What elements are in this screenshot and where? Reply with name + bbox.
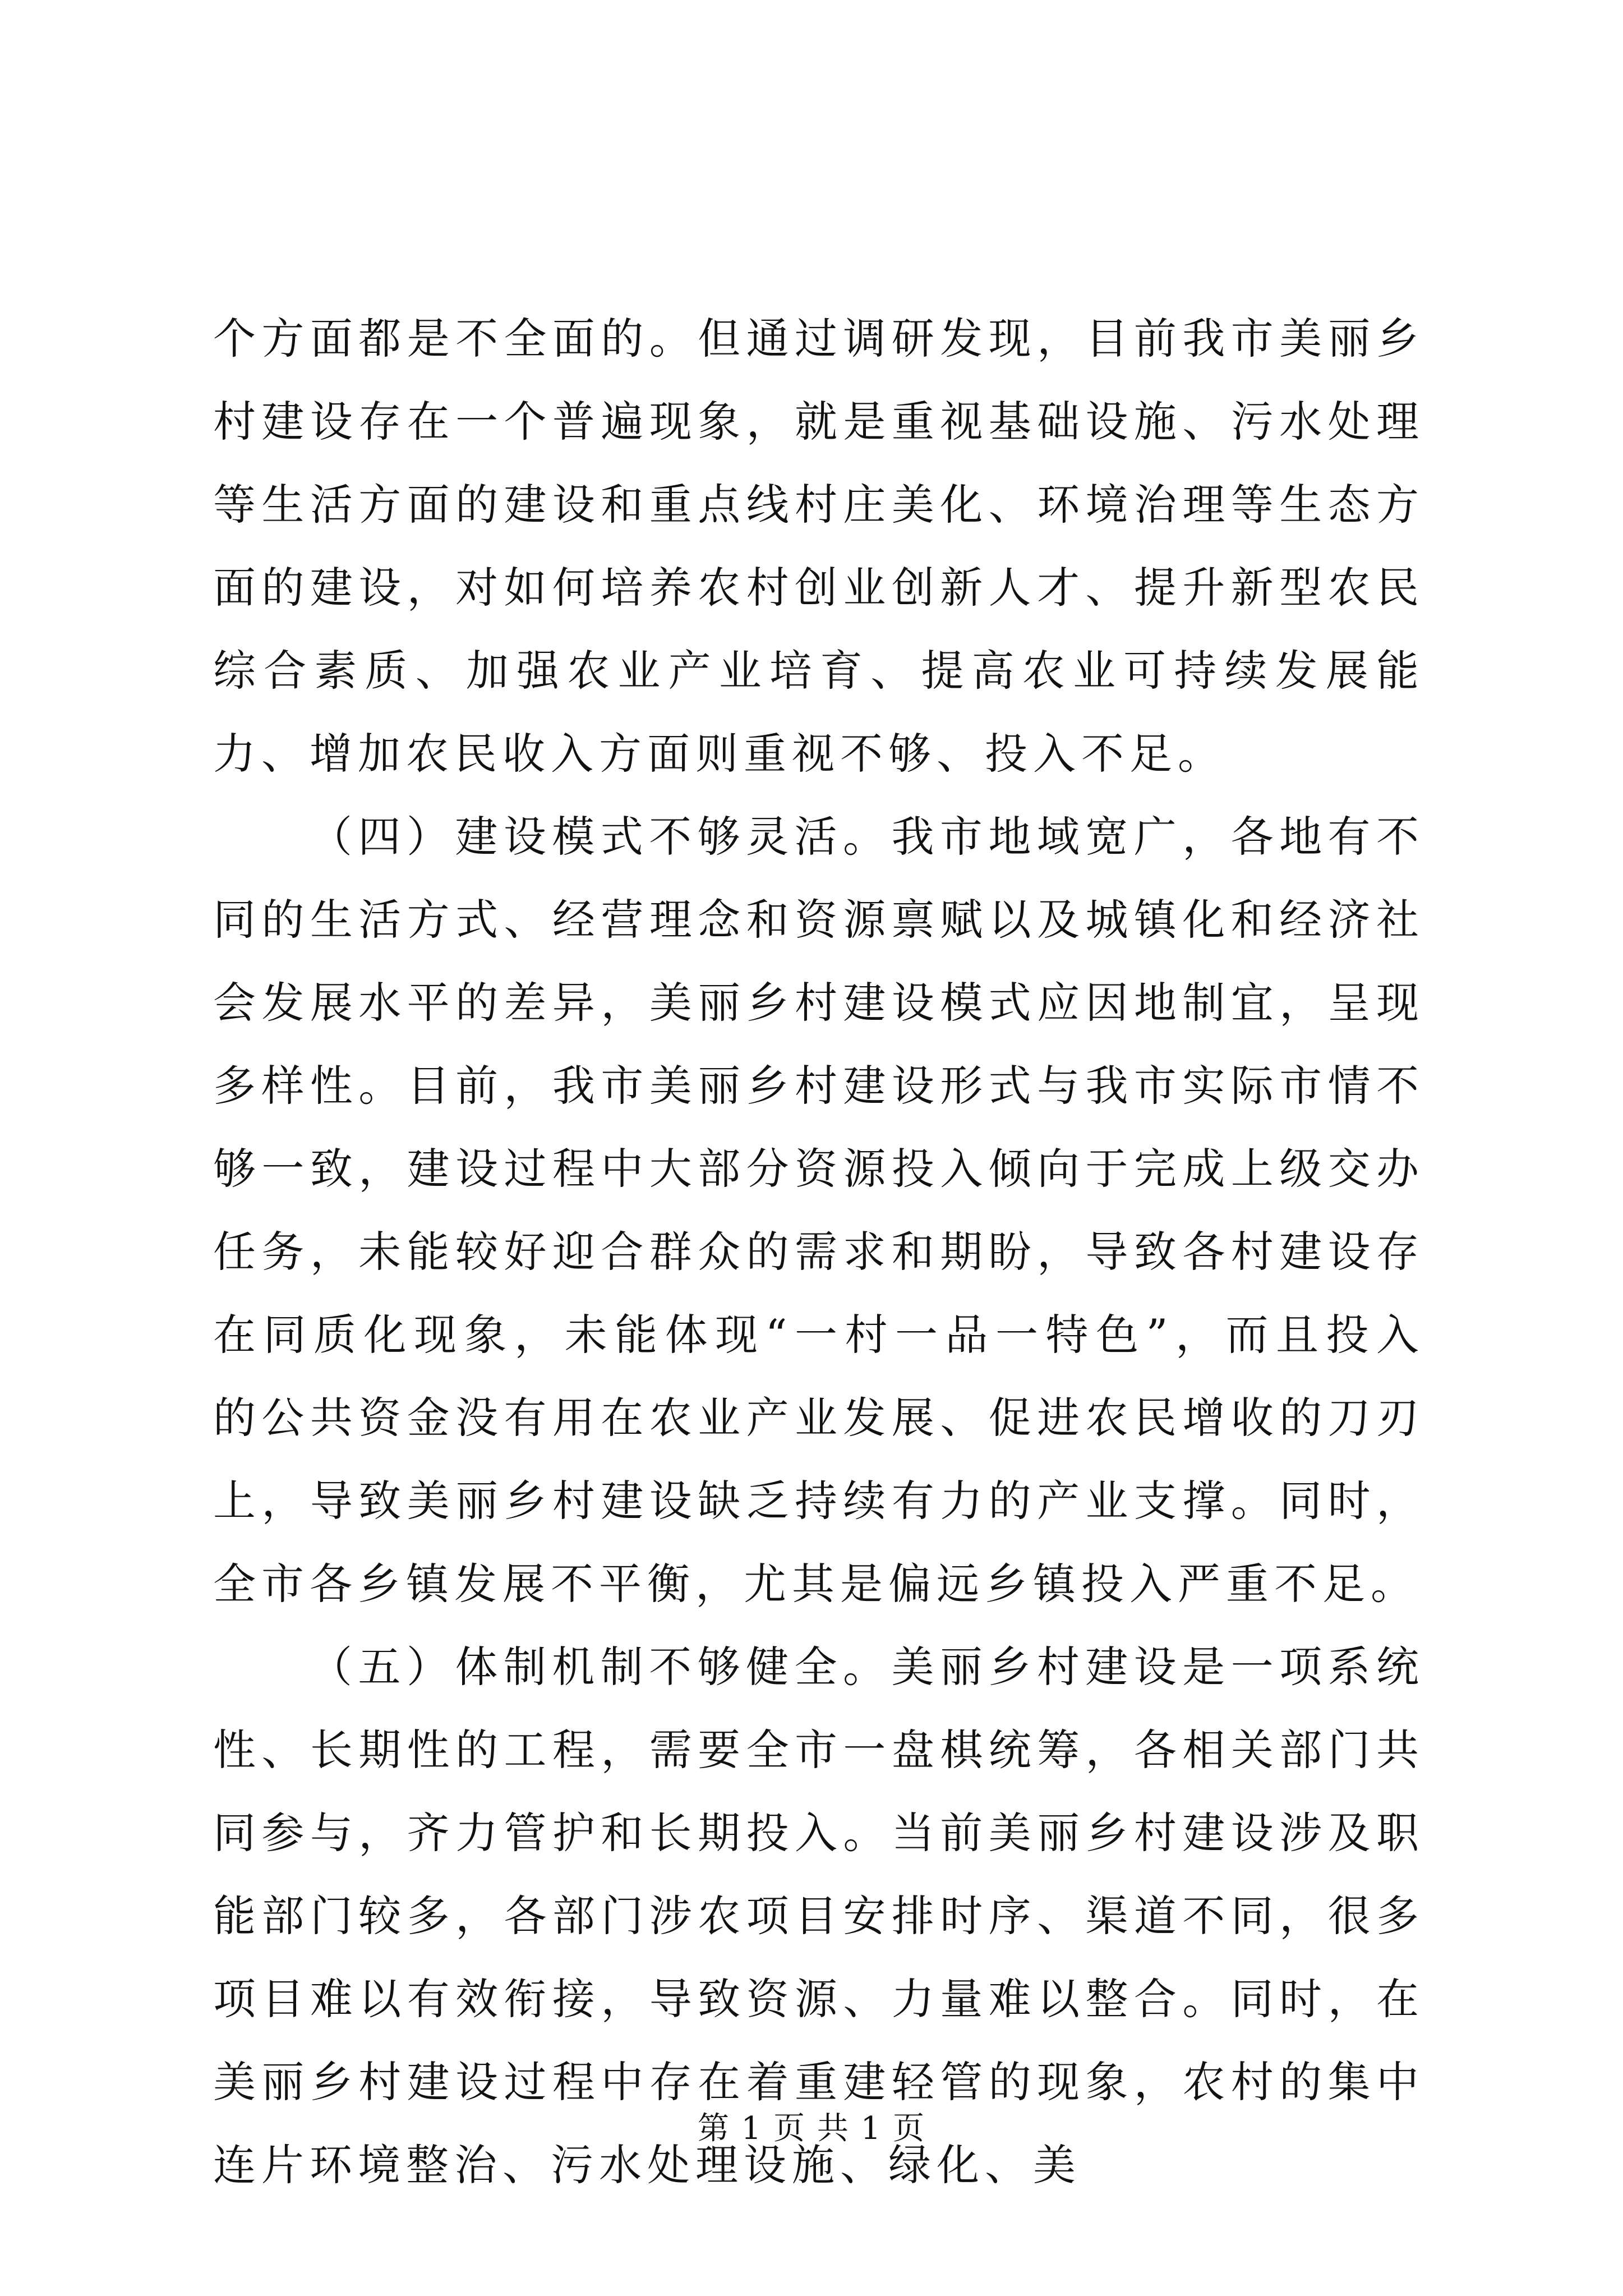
- paragraph-section-four: （四）建设模式不够灵活。我市地域宽广，各地有不同的生活方式、经营理念和资源禀赋以及城镇化和经济社会发展水平的差异，美丽乡村建设模式应因地制宜，呈现多样性。目前，我市美丽乡村建设形式与我市实际市情不够一致，建设过程中大部分资源投入倾向于完成上级交办任务，未能较好迎合群众的需求和期盼，导致各村建设存在同质化现象，未能体现“一村一品一特色”，而且投入的公共资金没有用在农业产业发展、促进农民增收的刀刃上，导致美丽乡村建设缺乏持续有力的产业支撑。同时，全市各乡镇发展不平衡，尤其是偏远乡镇投入严重不足。: [213, 812, 1424, 1609]
- paragraph-continuation: 个方面都是不全面的。但通过调研发现，目前我市美丽乡村建设存在一个普遍现象，就是重视基础设施、污水处理等生活方面的建设和重点线村庄美化、环境治理等生态方面的建设，对如何培养农村创业创新人才、提升新型农民综合素质、加强农业产业培育、提高农业可持续发展能力、增加农民收入方面则重视不够、投入不足。: [213, 314, 1424, 779]
- document-body: [213, 297, 1424, 2207]
- page-footer: 第 1 页 共 1 页: [697, 2110, 926, 2147]
- paragraph-section-five: （五）体制机制不够健全。美丽乡村建设是一项系统性、长期性的工程，需要全市一盘棋统筹，各相关部门共同参与，齐力管护和长期投入。当前美丽乡村建设涉及职能部门较多，各部门涉农项目安排时序、渠道不同，很多项目难以有效衔接，导致资源、力量难以整合。同时，在美丽乡村建设过程中存在着重建轻管的现象，农村的集中连片环境整治、污水处理设施、绿化、美: [213, 1642, 1424, 2190]
